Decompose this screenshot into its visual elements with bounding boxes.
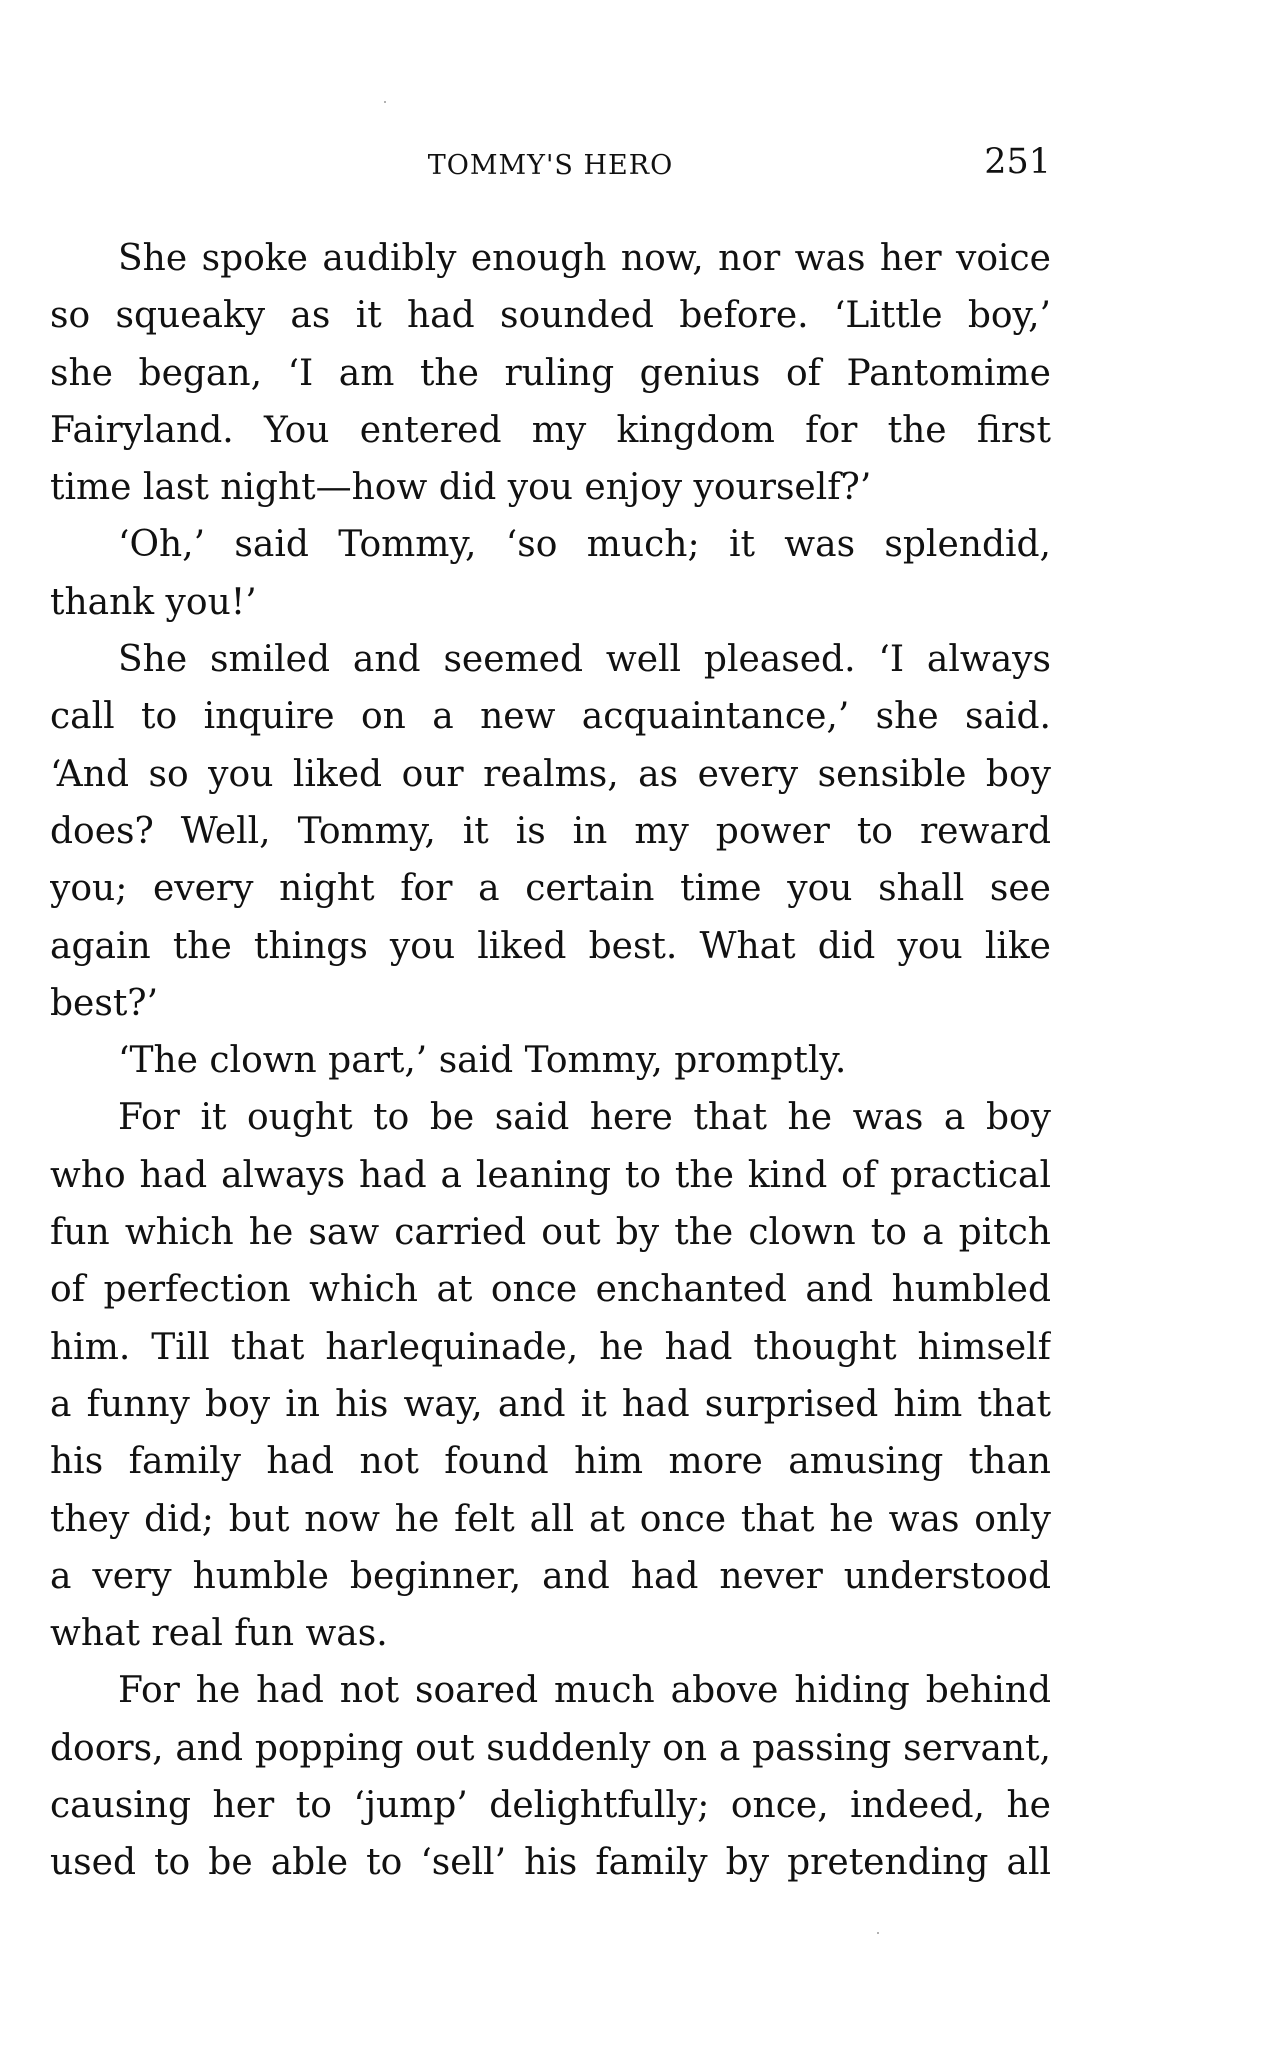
text-line: his family had not found him more amusing than	[50, 1441, 1051, 1483]
text-line: you; every night for a certain time you shall see	[50, 868, 1051, 910]
text-line: used to be able to ‘sell’ his family by pretending all	[50, 1842, 1051, 1884]
text-line: of perfection which at once enchanted and humbled	[50, 1269, 1051, 1311]
text-line: does? Well, Tommy, it is in my power to reward	[50, 810, 1051, 852]
text-line: time last night—how did you enjoy yourself?’	[50, 467, 872, 509]
text-line: She spoke audibly enough now, nor was her voice	[118, 238, 1051, 279]
text-line: a very humble beginner, and had never understood	[50, 1555, 1051, 1597]
page-header	[50, 142, 1051, 192]
text-line: they did; but now he felt all at once that he was only	[50, 1498, 1051, 1540]
text-line: doors, and popping out suddenly on a passing servant,	[50, 1727, 1051, 1769]
text-line: who had always had a leaning to the kind of practical	[50, 1154, 1051, 1196]
text-line: again the things you liked best. What did you like	[50, 925, 1051, 967]
text-line: best?’	[50, 982, 159, 1024]
text-line: a funny boy in his way, and it had surprised him that	[50, 1383, 1051, 1425]
text-line: call to inquire on a new acquaintance,’ she said.	[50, 696, 1051, 738]
text-line: fun which he saw carried out by the clown to a pitch	[50, 1212, 1051, 1254]
text-line: him. Till that harlequinade, he had thought himself	[50, 1326, 1051, 1368]
text-line: ‘Oh,’ said Tommy, ‘so much; it was splendid,	[118, 524, 1051, 566]
text-line: causing her to ‘jump’ delightfully; once, indeed, he	[50, 1785, 1051, 1827]
text-line: she began, ‘I am the ruling genius of Pantomime	[50, 352, 1051, 394]
text-line: For he had not soared much above hiding behind	[118, 1670, 1051, 1712]
scan-speck	[877, 1932, 879, 1934]
text-line: ‘And so you liked our realms, as every sensible boy	[50, 753, 1051, 795]
text-line: Fairyland. You entered my kingdom for the first	[50, 409, 1051, 451]
running-head: TOMMY'S HERO	[427, 150, 674, 181]
scan-speck	[384, 101, 386, 103]
text-line: what real fun was.	[50, 1613, 388, 1655]
text-line: For it ought to be said here that he was a boy	[118, 1097, 1051, 1139]
text-line: thank you!’	[50, 581, 257, 623]
text-line: so squeaky as it had sounded before. ‘Little boy,’	[50, 295, 1051, 337]
body-text	[50, 230, 1051, 1892]
text-line: ‘The clown part,’ said Tommy, promptly.	[118, 1040, 847, 1082]
text-line: She smiled and seemed well pleased. ‘I always	[118, 639, 1051, 681]
page-number: 251	[984, 142, 1051, 182]
